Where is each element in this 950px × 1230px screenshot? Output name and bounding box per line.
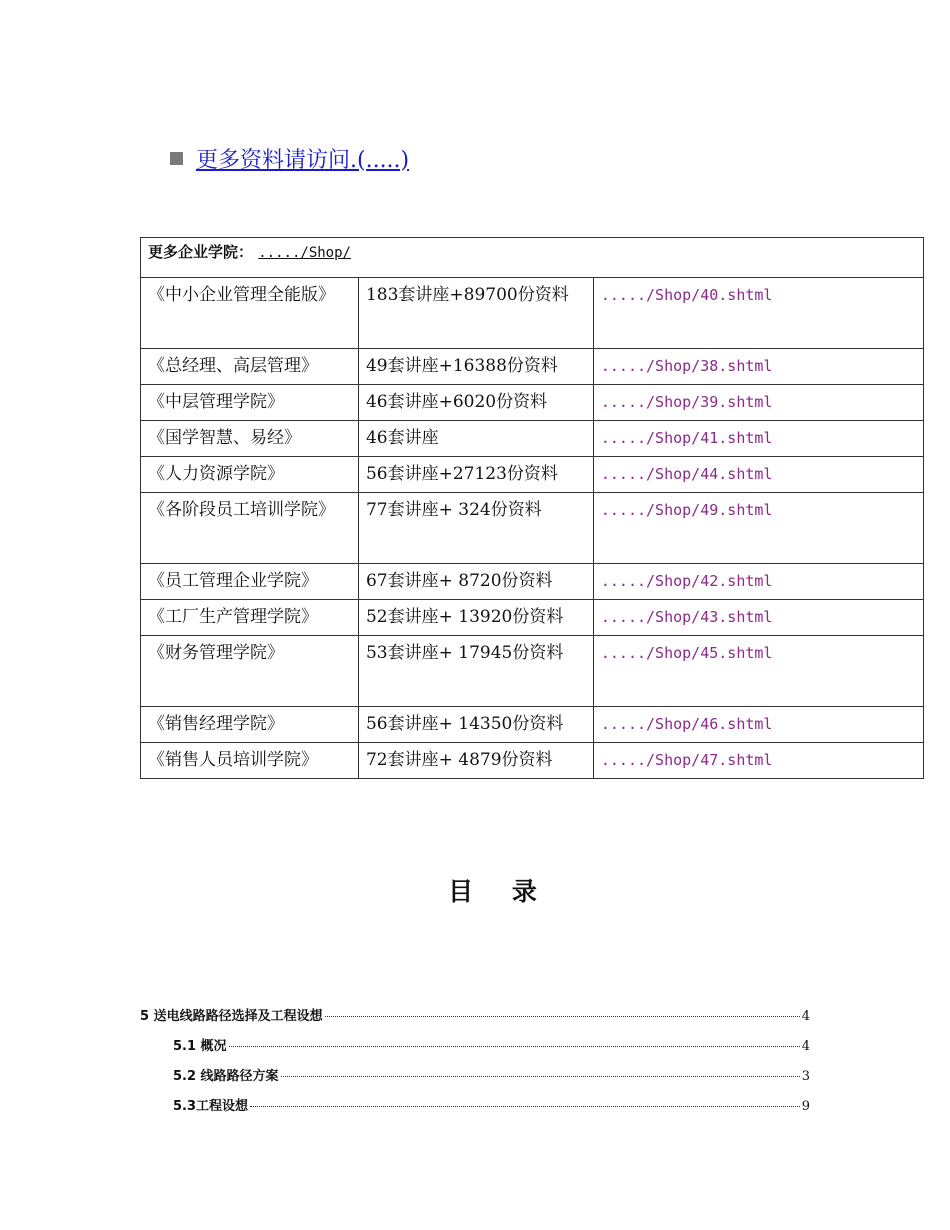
table-row	[141, 457, 924, 493]
school-count: 49套讲座+16388份资料	[358, 349, 593, 385]
school-url[interactable]: ...../Shop/45.shtml	[593, 636, 923, 707]
table-header-row	[141, 238, 924, 278]
table-of-contents	[140, 1006, 810, 1126]
school-name: 《中层管理学院》	[141, 385, 359, 421]
table-row	[141, 493, 924, 564]
shop-home-link[interactable]: ...../Shop/	[258, 245, 351, 261]
school-count: 53套讲座+ 17945份资料	[358, 636, 593, 707]
table-row	[141, 349, 924, 385]
school-url[interactable]: ...../Shop/43.shtml	[593, 600, 923, 636]
toc-entry[interactable]	[140, 1066, 810, 1096]
school-count: 56套讲座+ 14350份资料	[358, 707, 593, 743]
square-bullet-icon	[170, 152, 183, 165]
school-count: 77套讲座+ 324份资料	[358, 493, 593, 564]
school-url[interactable]: ...../Shop/39.shtml	[593, 385, 923, 421]
toc-entry-label: 5 送电线路路径选择及工程设想	[140, 1009, 323, 1024]
toc-leader-dots	[325, 1015, 800, 1017]
school-url[interactable]: ...../Shop/38.shtml	[593, 349, 923, 385]
school-name: 《中小企业管理全能版》	[141, 278, 359, 349]
toc-page-number: 9	[801, 1099, 810, 1114]
school-count: 46套讲座+6020份资料	[358, 385, 593, 421]
table-row	[141, 421, 924, 457]
school-count: 72套讲座+ 4879份资料	[358, 743, 593, 779]
table-row	[141, 278, 924, 349]
school-url[interactable]: ...../Shop/46.shtml	[593, 707, 923, 743]
school-name: 《工厂生产管理学院》	[141, 600, 359, 636]
school-url[interactable]: ...../Shop/41.shtml	[593, 421, 923, 457]
table-row	[141, 600, 924, 636]
enterprise-school-table	[140, 237, 924, 779]
toc-entry-label: 5.1 概况	[173, 1039, 227, 1054]
toc-page-number: 4	[801, 1039, 810, 1054]
toc-entry[interactable]	[140, 1036, 810, 1066]
school-url[interactable]: ...../Shop/42.shtml	[593, 564, 923, 600]
toc-page-number: 4	[801, 1009, 810, 1024]
school-url[interactable]: ...../Shop/47.shtml	[593, 743, 923, 779]
table-row	[141, 707, 924, 743]
school-name: 《销售经理学院》	[141, 707, 359, 743]
school-url[interactable]: ...../Shop/40.shtml	[593, 278, 923, 349]
school-name: 《总经理、高层管理》	[141, 349, 359, 385]
toc-entry-label: 5.3工程设想	[173, 1099, 249, 1114]
school-count: 56套讲座+27123份资料	[358, 457, 593, 493]
table-row	[141, 636, 924, 707]
toc-leader-dots	[281, 1075, 800, 1077]
school-count: 183套讲座+89700份资料	[358, 278, 593, 349]
toc-leader-dots	[250, 1105, 800, 1107]
school-count: 52套讲座+ 13920份资料	[358, 600, 593, 636]
table-row	[141, 385, 924, 421]
school-name: 《员工管理企业学院》	[141, 564, 359, 600]
school-count: 67套讲座+ 8720份资料	[358, 564, 593, 600]
school-count: 46套讲座	[358, 421, 593, 457]
school-name: 《销售人员培训学院》	[141, 743, 359, 779]
school-url[interactable]: ...../Shop/49.shtml	[593, 493, 923, 564]
toc-leader-dots	[229, 1045, 800, 1047]
table-header-label: 更多企业学院：	[148, 243, 254, 261]
table-header-cell	[141, 238, 924, 278]
table-row	[141, 743, 924, 779]
toc-entry[interactable]	[140, 1096, 810, 1126]
toc-title: 目 录	[448, 877, 552, 906]
school-url[interactable]: ...../Shop/44.shtml	[593, 457, 923, 493]
toc-page-number: 3	[801, 1069, 810, 1084]
school-name: 《国学智慧、易经》	[141, 421, 359, 457]
more-resources-link[interactable]: 更多资料请访问.(.....)	[196, 147, 410, 173]
school-name: 《财务管理学院》	[141, 636, 359, 707]
toc-entry[interactable]	[140, 1006, 810, 1036]
school-name: 《各阶段员工培训学院》	[141, 493, 359, 564]
more-resources-link-row	[170, 142, 409, 174]
table-row	[141, 564, 924, 600]
school-name: 《人力资源学院》	[141, 457, 359, 493]
toc-entry-label: 5.2 线路路径方案	[173, 1069, 279, 1084]
